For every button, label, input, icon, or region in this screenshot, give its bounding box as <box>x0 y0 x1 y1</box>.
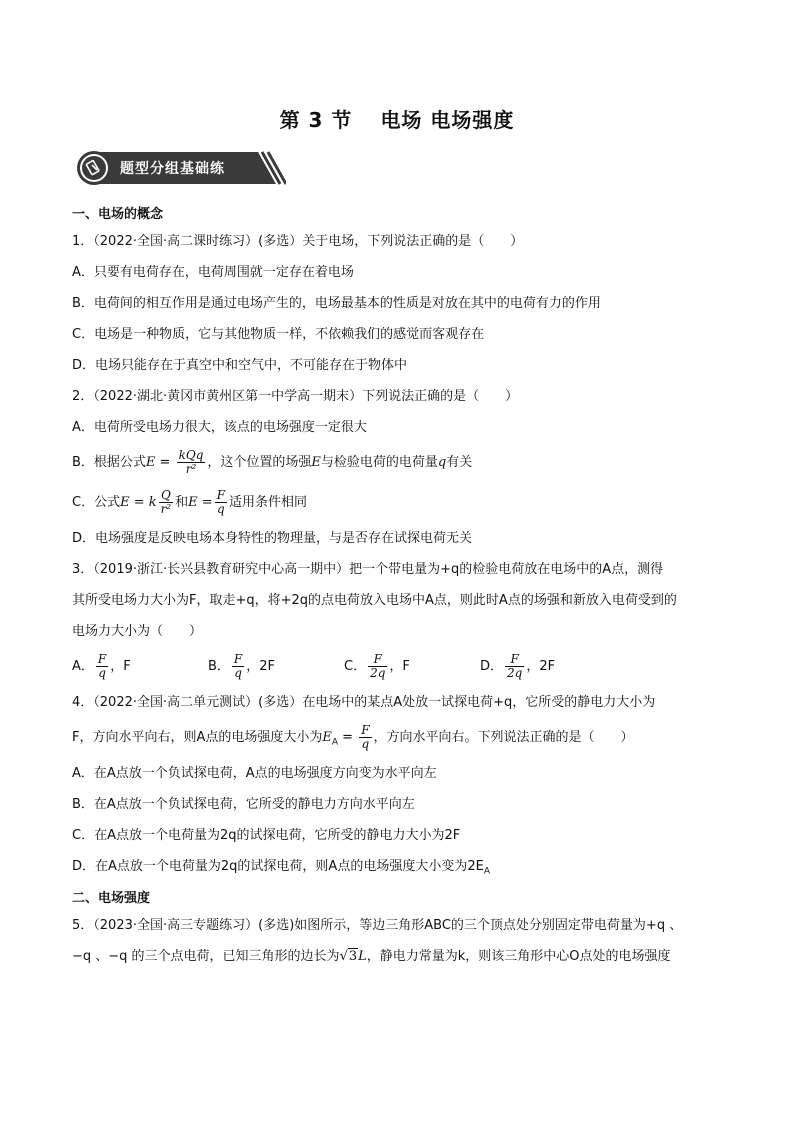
question-5 <box>72 910 722 972</box>
option-d: D．电场强度是反映电场本身特性的物理量，与是否存在试探电荷无关 <box>72 531 473 546</box>
option-c: C．电场是一种物质，它与其他物质一样，不依赖我们的感觉而客观存在 <box>72 327 485 342</box>
page-title <box>0 104 794 133</box>
option-d: D．电场只能存在于真空中和空气中，不可能存在于物体中 <box>72 358 408 373</box>
option-c: C．在A点放一个电荷量为2q的试探电荷，它所受的静电力大小为2F <box>72 828 461 843</box>
question-2 <box>72 381 722 554</box>
title-section-number: 第 3 节 <box>279 108 353 132</box>
question-stem-line: 电场力大小为（ ） <box>72 624 203 639</box>
option-d: D． $\frac{F}{2q}$ ，2F <box>480 652 556 680</box>
option-c: C．公式E = k $\frac{Q}{\text{r²}}$ 和E = $\frac{F}{q}$ 适用条件相同 <box>72 488 308 516</box>
question-stem-line: 3．（2019·浙江·长兴县教育研究中心高一期中）把一个带电量为+q的检验电荷放在电场中的A点，测得 <box>72 562 664 577</box>
option-b: B．电荷间的相互作用是通过电场产生的，电场最基本的性质是对放在其中的电荷有力的作用 <box>72 296 601 311</box>
option-b: B． $\frac{F}{q}$ ，2F <box>208 652 275 680</box>
section-banner <box>76 150 286 186</box>
section-heading: 一、电场的概念 <box>72 207 164 222</box>
question-stem-line: 4．（2022·全国·高二单元测试）(多选）在电场中的某点A处放一试探电荷+q，它所受的静电力大小为 <box>72 695 656 710</box>
options-row <box>72 647 722 687</box>
title-topic: 电场 电场强度 <box>380 108 515 132</box>
option-a: A．电荷所受电场力很大，该点的电场强度一定很大 <box>72 420 367 435</box>
formula-fraction: $\frac{\text{kQq}}{\text{r²}}$ <box>178 448 204 476</box>
question-3 <box>72 554 722 687</box>
formula-fraction: $\frac{F}{q}$ <box>361 723 370 751</box>
option-b: B．在A点放一个负试探电荷，它所受的静电力方向水平向左 <box>72 797 415 812</box>
formula-fraction: $\frac{F}{q}$ <box>216 488 226 516</box>
question-1 <box>72 226 722 381</box>
content <box>72 204 722 972</box>
option-d: D．在A点放一个电荷量为2q的试探电荷，则A点的电场强度大小变为$2E_A$ <box>72 859 490 877</box>
option-a: A． $\frac{F}{q}$ ，F <box>72 652 131 680</box>
question-stem-line: 5．（2023·全国·高三专题练习）(多选)如图所示，等边三角形ABC的三个顶点处分别固定带电荷量为+q 、 <box>72 918 683 933</box>
question-stem-line: 其所受电场力大小为F，取走+q，将+2q的点电荷放入电场中A点，则此时A点的场强和新放入电荷受到的 <box>72 593 677 608</box>
question-4 <box>72 687 722 882</box>
question-stem-line: −q 、−q 的三个点电荷，已知三角形的边长为√3L，静电力常量为k，则该三角形中心O点处的电场强度 <box>72 949 671 964</box>
option-b: B．根据公式E = $\frac{\text{kQq}}{\text{r²}}$ ，这个位置的场强E与检验电荷的电荷量q有关 <box>72 448 473 476</box>
formula-fraction: $\frac{Q}{\text{r²}}$ <box>160 488 172 516</box>
question-stem-line: F，方向水平向右，则A点的电场强度大小为$E_A$ = $\frac{F}{q}$ ，方向水平向右。下列说法正确的是（ ） <box>72 723 634 751</box>
section-heading: 二、电场强度 <box>72 891 151 906</box>
sqrt-expression: √3 <box>339 949 358 964</box>
banner-label: 题型分组基础练 <box>120 161 225 177</box>
option-a: A．在A点放一个负试探电荷，A点的电场强度方向变为水平向左 <box>72 766 437 781</box>
question-stem: 2．（2022·湖北·黄冈市黄州区第一中学高一期末）下列说法正确的是（ ） <box>72 389 519 404</box>
option-c: C． $\frac{F}{2q}$ ，F <box>344 652 410 680</box>
option-a: A．只要有电荷存在，电荷周围就一定存在着电场 <box>72 265 354 280</box>
question-stem: 1．（2022·全国·高二课时练习）(多选）关于电场，下列说法正确的是（ ） <box>72 234 524 249</box>
